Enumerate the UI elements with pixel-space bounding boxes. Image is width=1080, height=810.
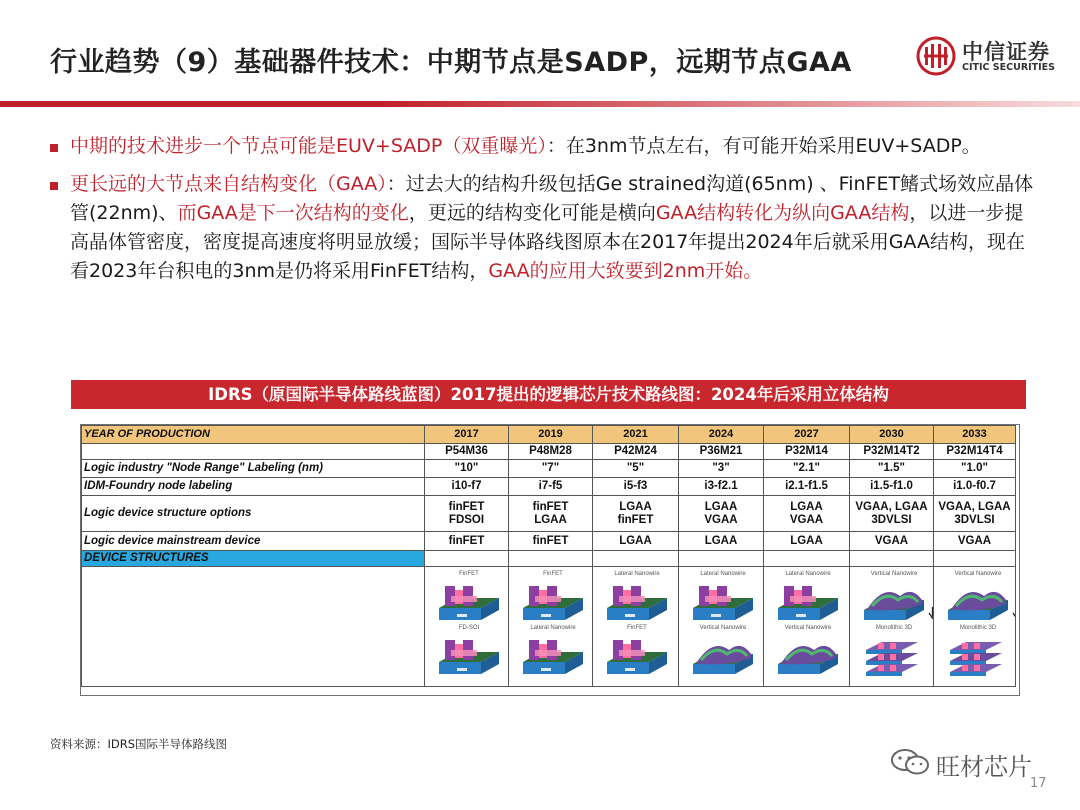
options-cell xyxy=(593,496,679,532)
device-image-group xyxy=(935,570,1016,686)
table-row-year xyxy=(82,426,1016,444)
option-line: 3DVLSI xyxy=(954,513,995,526)
option-line: VGAA, LGAA xyxy=(855,500,928,513)
year-cell: 2019 xyxy=(509,426,593,444)
options-cell xyxy=(850,496,934,532)
row-label: Logic industry "Node Range" Labeling (nm) xyxy=(82,460,425,478)
idm-cell: i1.5-f1.0 xyxy=(850,478,934,496)
device-structure-illustration xyxy=(437,578,501,624)
bullet-text: ：过去大的结构升级包括Ge strained沟道(65nm) 、FinFET鳍式场效应晶体管(22nm)、 xyxy=(70,173,1034,224)
watermark xyxy=(890,744,1060,780)
node-cell: "3" xyxy=(679,460,764,478)
option-line: FDSOI xyxy=(448,513,485,526)
source-note: 资料来源：IDRS国际半导体路线图 xyxy=(50,737,228,751)
device-caption: FD-SOI xyxy=(458,625,480,631)
pitch-cell: P32M14 xyxy=(764,444,850,460)
device-structure-illustration xyxy=(862,632,926,678)
device-structure-illustration xyxy=(946,632,1010,678)
device-image-cell xyxy=(850,567,934,687)
device-structure-illustration xyxy=(521,632,585,678)
idm-cell: i10-f7 xyxy=(425,478,509,496)
device-caption: Monolithic 3D xyxy=(875,625,913,631)
year-cell: 2027 xyxy=(764,426,850,444)
device-header-gap xyxy=(850,551,934,567)
device-image-group xyxy=(851,570,934,686)
year-cell: 2021 xyxy=(593,426,679,444)
year-cell: 2033 xyxy=(934,426,1016,444)
device-structure-illustration xyxy=(521,578,585,624)
bullet-item-sadp xyxy=(50,132,1040,161)
bullet-list xyxy=(50,132,1040,295)
bullet-highlight: GAA结构转化为纵向GAA结构 xyxy=(655,202,910,224)
row-label-empty xyxy=(82,444,425,460)
pitch-cell: P32M14T4 xyxy=(934,444,1016,460)
mainstream-cell: VGAA xyxy=(934,532,1016,551)
row-label: IDM-Foundry node labeling xyxy=(82,478,425,496)
mainstream-cell: finFET xyxy=(425,532,509,551)
device-image-group xyxy=(765,570,850,686)
table-row-options xyxy=(82,496,1016,532)
device-caption: FinFET xyxy=(459,571,479,577)
device-image-group xyxy=(426,570,509,686)
bullet-square-icon xyxy=(50,182,58,190)
table-row-node-range xyxy=(82,460,1016,478)
device-caption: FinFET xyxy=(627,625,647,631)
node-cell: "1.5" xyxy=(850,460,934,478)
option-line: LGAA xyxy=(790,500,823,513)
title-divider xyxy=(0,101,1080,107)
device-structure-illustration xyxy=(776,578,840,624)
logo-chinese-text: 中信证券 xyxy=(962,40,1050,64)
table-row-device-structures xyxy=(82,551,1016,567)
idm-cell: i5-f3 xyxy=(593,478,679,496)
title-bar xyxy=(0,0,1080,100)
idm-cell: i2.1-f1.5 xyxy=(764,478,850,496)
device-caption: Lateral Nanowire xyxy=(530,625,576,631)
device-image-cell xyxy=(679,567,764,687)
device-caption: Vertical Nanowire xyxy=(870,571,918,577)
device-image-cell xyxy=(425,567,509,687)
device-image-group xyxy=(510,570,593,686)
roadmap-table xyxy=(81,425,1016,687)
idm-cell: i1.0-f0.7 xyxy=(934,478,1016,496)
node-cell: "2.1" xyxy=(764,460,850,478)
row-label: Logic device structure options xyxy=(82,496,425,532)
table-row-mainstream xyxy=(82,532,1016,551)
bullet-highlight: 而GAA是下一次结构的变化 xyxy=(177,202,409,224)
roadmap-banner: IDRS（原国际半导体路线蓝图）2017提出的逻辑芯片技术路线图：2024年后采用立体结构 xyxy=(71,380,1026,409)
table-row-device-images xyxy=(82,567,1016,687)
device-structure-illustration xyxy=(862,578,926,624)
bullet-text: ，更远的结构变化可能是横向 xyxy=(408,202,656,224)
idm-cell: i7-f5 xyxy=(509,478,593,496)
bullet-item-gaa xyxy=(50,170,1040,286)
wechat-icon xyxy=(890,748,930,776)
device-caption: Lateral Nanowire xyxy=(700,571,746,577)
mainstream-cell: LGAA xyxy=(679,532,764,551)
options-cell xyxy=(509,496,593,532)
node-cell: "10" xyxy=(425,460,509,478)
node-cell: "1.0" xyxy=(934,460,1016,478)
arrow-down-icon xyxy=(1012,606,1016,620)
row-label: DEVICE STRUCTURES xyxy=(82,551,425,567)
device-caption: Lateral Nanowire xyxy=(614,571,660,577)
pitch-cell: P32M14T2 xyxy=(850,444,934,460)
device-image-cell xyxy=(509,567,593,687)
citic-logo-icon xyxy=(916,36,956,76)
idm-cell: i3-f2.1 xyxy=(679,478,764,496)
table-row-idm xyxy=(82,478,1016,496)
option-line: LGAA xyxy=(704,500,738,513)
device-header-gap xyxy=(764,551,850,567)
arrow-down-icon xyxy=(928,606,934,620)
year-cell: 2024 xyxy=(679,426,764,444)
option-line: finFET xyxy=(617,513,654,526)
pitch-cell: P36M21 xyxy=(679,444,764,460)
option-line: 3DVLSI xyxy=(871,513,912,526)
pitch-cell: P48M28 xyxy=(509,444,593,460)
options-cell xyxy=(934,496,1016,532)
bullet-highlight: GAA的应用大致要到2nm开始。 xyxy=(488,260,763,282)
device-image-group xyxy=(680,570,764,686)
options-cell xyxy=(764,496,850,532)
mainstream-cell: finFET xyxy=(509,532,593,551)
bullet-heading: 更长远的大节点来自结构变化（GAA） xyxy=(70,173,387,195)
pitch-cell: P42M24 xyxy=(593,444,679,460)
options-cell xyxy=(679,496,764,532)
row-label: YEAR OF PRODUCTION xyxy=(82,426,425,444)
device-image-cell xyxy=(593,567,679,687)
mainstream-cell: LGAA xyxy=(593,532,679,551)
device-header-gap xyxy=(593,551,679,567)
device-caption: Lateral Nanowire xyxy=(785,571,831,577)
watermark-text: 旺材芯片 xyxy=(936,753,1032,781)
option-line: VGAA xyxy=(789,513,824,526)
option-line: finFET xyxy=(532,500,569,513)
bullet-text: ，以进一步提高晶体管密度，密度提高速度将明显放缓；国际半导体路线图原本在2017年提出2024年后就采用GAA结构，现在看2023年台积电的3nm是仍将采用FinFET结构， xyxy=(70,202,1025,282)
device-structure-illustration xyxy=(946,578,1010,624)
roadmap-figure xyxy=(80,424,1020,696)
device-structure-illustration xyxy=(605,578,669,624)
options-cell xyxy=(425,496,509,532)
citic-logo xyxy=(916,34,1066,82)
logo-english-text: CITIC SECURITIES xyxy=(962,62,1056,73)
device-caption: Monolithic 3D xyxy=(959,625,997,631)
year-cell: 2017 xyxy=(425,426,509,444)
option-line: finFET xyxy=(448,500,485,513)
option-line: LGAA xyxy=(619,500,652,513)
option-line: VGAA xyxy=(704,513,738,526)
device-caption: Vertical Nanowire xyxy=(784,625,832,631)
pitch-cell: P54M36 xyxy=(425,444,509,460)
device-caption: FinFET xyxy=(543,571,563,577)
table-row-pitch xyxy=(82,444,1016,460)
device-header-gap xyxy=(934,551,1016,567)
device-structure-illustration xyxy=(605,632,669,678)
row-label: Logic device mainstream device xyxy=(82,532,425,551)
device-structure-illustration xyxy=(437,632,501,678)
bullet-heading: 中期的技术进步一个节点可能是EUV+SADP（双重曝光） xyxy=(70,135,547,157)
page-title: 行业趋势（9）基础器件技术：中期节点是SADP，远期节点GAA xyxy=(50,47,852,78)
device-header-gap xyxy=(425,551,509,567)
year-cell: 2030 xyxy=(850,426,934,444)
device-structure-illustration xyxy=(776,632,840,678)
device-caption: Vertical Nanowire xyxy=(954,571,1002,577)
option-line: VGAA, LGAA xyxy=(938,500,1011,513)
device-structure-illustration xyxy=(691,578,755,624)
page-number: 17 xyxy=(1030,776,1047,791)
mainstream-cell: LGAA xyxy=(764,532,850,551)
row-label-empty xyxy=(82,567,425,687)
node-cell: "5" xyxy=(593,460,679,478)
device-image-cell xyxy=(934,567,1016,687)
node-cell: "7" xyxy=(509,460,593,478)
device-image-group xyxy=(594,570,679,686)
bullet-square-icon xyxy=(50,144,58,152)
bullet-text: ：在3nm节点左右，有可能开始采用EUV+SADP。 xyxy=(546,135,981,157)
option-line: LGAA xyxy=(534,513,567,526)
device-structure-illustration xyxy=(691,632,755,678)
device-image-cell xyxy=(764,567,850,687)
device-caption: Vertical Nanowire xyxy=(699,625,747,631)
device-header-gap xyxy=(509,551,593,567)
device-header-gap xyxy=(679,551,764,567)
mainstream-cell: VGAA xyxy=(850,532,934,551)
